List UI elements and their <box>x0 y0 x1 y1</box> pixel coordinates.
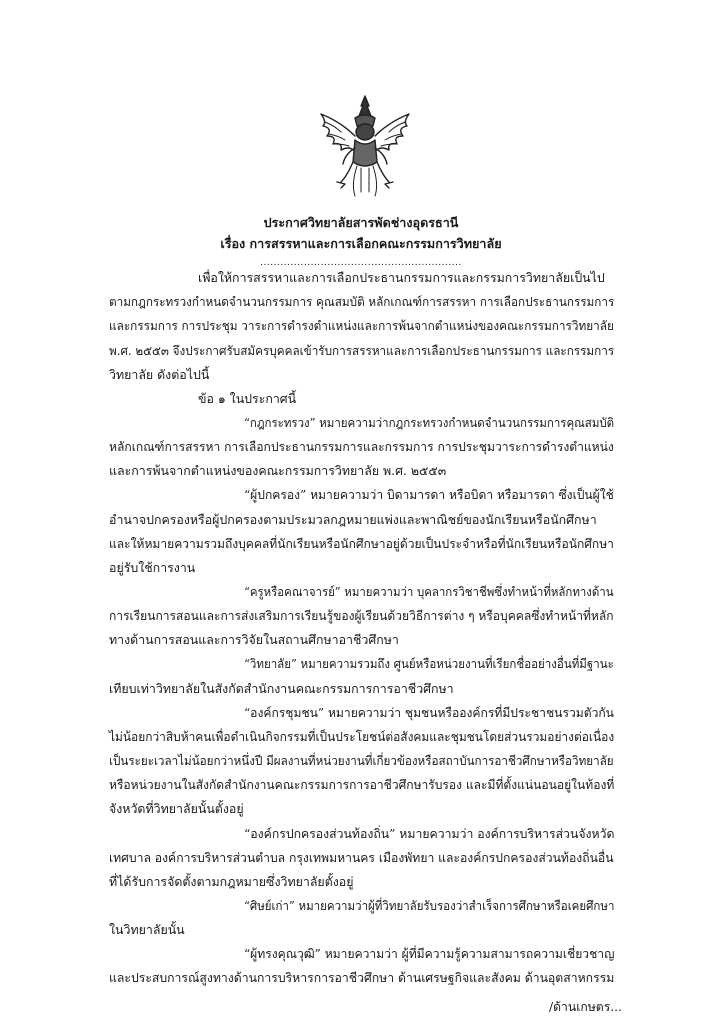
body-line: ไม่น้อยกว่าสิบห้าคนเพื่อดำเนินกิจกรรมที่เป็นประโยชน์ต่อสังคมและชุมชนโดยส่วนรวมอย่างต่อเนื่อง <box>109 729 615 744</box>
definition-line: “ผู้ทรงคุณวุฒิ” หมายความว่า ผู้ที่มีความรู้ความสามารถความเชี่ยวชาญ <box>244 946 615 961</box>
body-line: ที่ได้รับการจัดตั้งตามกฎหมายซึ่งวิทยาลัยตั้งอยู่ <box>109 874 354 889</box>
body-line: เทศบาล องค์การบริหารส่วนตำบล กรุงเทพมหานคร เมืองพัทยา และองค์กรปกครองส่วนท้องถิ่นอื่น <box>109 850 614 865</box>
definition-line: “องค์กรปกครองส่วนท้องถิ่น” หมายความว่า องค์การบริหารส่วนจังหวัด <box>244 826 615 841</box>
body-line: และกรรมการ การประชุม วาระการดำรงตำแหน่งและการพ้นจากตำแหน่งของคณะกรรมการวิทยาลัย <box>109 318 614 333</box>
definition-line: “ผู้ปกครอง” หมายความว่า บิดามารดา หรือบิดา หรือมารดา ซึ่งเป็นผู้ใช้ <box>244 487 614 502</box>
body-line: ในวิทยาลัยนั้น <box>109 922 185 937</box>
definition-line: “ศิษย์เก่า” หมายความว่าผู้ที่วิทยาลัยรับรองว่าสำเร็จการศึกษาหรือเคยศึกษา <box>244 898 615 913</box>
body-line: อำนาจปกครองหรือผู้ปกครองตามประมวลกฎหมายแพ่งและพาณิชย์ของนักเรียนหรือนักศึกษา <box>109 512 597 527</box>
body-line: และให้หมายความรวมถึงบุคคลที่นักเรียนหรือนักศึกษาอยู่ด้วยเป็นประจำหรือที่นักเรียนหรือนักศึกษา <box>109 536 614 551</box>
body-line: จังหวัดที่วิทยาลัยนั้นตั้งอยู่ <box>109 801 244 816</box>
body-line: และประสบการณ์สูงทางด้านการบริหารการอาชีวศึกษา ด้านเศรษฐกิจและสังคม ด้านอุตสาหกรรม <box>109 970 615 985</box>
body-line: หลักเกณฑ์การสรรหา การเลือกประธานกรรมการและกรรมการ การประชุมวาระการดำรงตำแหน่ง <box>109 439 614 454</box>
announcement-title: ประกาศวิทยาลัยสารพัดช่างอุดรธานี <box>263 215 459 230</box>
definition-line: “วิทยาลัย” หมายความรวมถึง ศูนย์หรือหน่วยงานที่เรียกชื่ออย่างอื่นที่มีฐานะ <box>244 656 614 671</box>
clause-heading: ข้อ ๑ ในประกาศนี้ <box>198 391 297 406</box>
body-line: อยู่รับใช้การงาน <box>109 560 196 575</box>
body-line: เป็นระยะเวลาไม่น้อยกว่าหนึ่งปี มีผลงานที่หน่วยงานที่เกี่ยวข้องหรือสถาบันการอาชีวศึกษาหรือวิทยาลัย <box>109 753 614 768</box>
body-line: หรือหน่วยงานในสังกัดสำนักงานคณะกรรมการการอาชีวศึกษารับรอง และมีที่ตั้งแน่นอนอยู่ในท้องที่ <box>109 777 615 792</box>
body-line: และการพ้นจากตำแหน่งของคณะกรรมการวิทยาลัย พ.ศ. ๒๕๕๓ <box>109 463 447 478</box>
definition-line: “ครูหรือคณาจารย์” หมายความว่า บุคลากรวิชาชีพซึ่งทำหน้าที่หลักทางด้าน <box>244 584 614 599</box>
body-line: การเรียนการสอนและการส่งเสริมการเรียนรู้ของผู้เรียนด้วยวิธีการต่าง ๆ หรือบุคคลซึ่งทำหน้าที่หลัก <box>109 608 614 623</box>
body-line: พ.ศ. ๒๕๕๓ จึงประกาศรับสมัครบุคคลเข้ารับการสรรหาและการเลือกประธานกรรมการ และกรรมการ <box>109 343 615 358</box>
body-line: ทางด้านการสอนและการวิจัยในสถานศึกษาอาชีวศึกษา <box>109 632 399 647</box>
continuation-note: /ด้านเกษตร... <box>549 1000 622 1014</box>
definition-line: “องค์กรชุมชน” หมายความว่า ชุมชนหรือองค์กรที่มีประชาชนรวมตัวกัน <box>244 705 614 720</box>
body-line: เทียบเท่าวิทยาลัยในสังกัดสำนักงานคณะกรรมการการอาชีวศึกษา <box>109 681 454 696</box>
title-separator: ............................................................ <box>260 258 462 268</box>
definition-line: “กฎกระทรวง” หมายความว่ากฎกระทรวงกำหนดจำนวนกรรมการคุณสมบัติ <box>244 415 615 430</box>
garuda-emblem <box>311 92 419 202</box>
announcement-subject: เรื่อง การสรรหาและการเลือกคณะกรรมการวิทยาลัย <box>220 236 502 251</box>
body-line: เพื่อให้การสรรหาและการเลือกประธานกรรมการและกรรมการวิทยาลัยเป็นไป <box>198 270 605 285</box>
body-line: วิทยาลัย ดังต่อไปนี้ <box>109 367 210 382</box>
body-line: ตามกฎกระทรวงกำหนดจำนวนกรรมการ คุณสมบัติ หลักเกณฑ์การสรรหา การเลือกประธานกรรมการ <box>109 294 615 309</box>
